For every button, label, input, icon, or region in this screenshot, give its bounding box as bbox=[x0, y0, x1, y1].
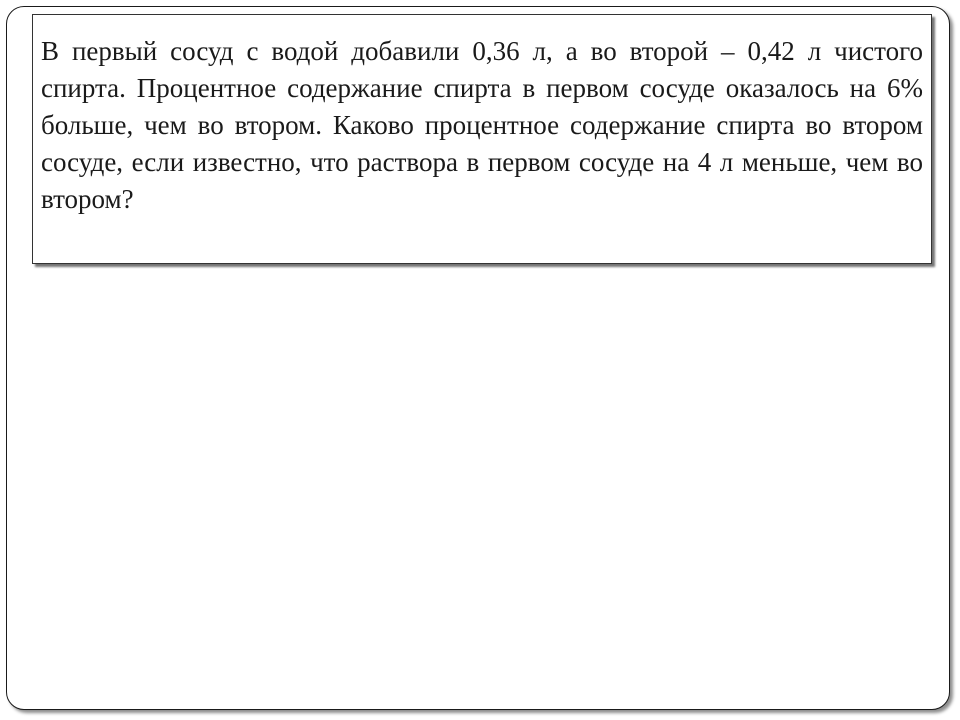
problem-text-box bbox=[32, 14, 932, 264]
problem-statement: В первый сосуд с водой добавили 0,36 л, а во второй – 0,42 л чистого спирта. Процентное содержание спирта в первом сосуде оказалось на 6% больше, чем во втором. Каково процентное содержание спирта во втором сосуде, если известно, что раствора в первом сосуде на 4 л меньше, чем во втором? bbox=[41, 36, 923, 214]
